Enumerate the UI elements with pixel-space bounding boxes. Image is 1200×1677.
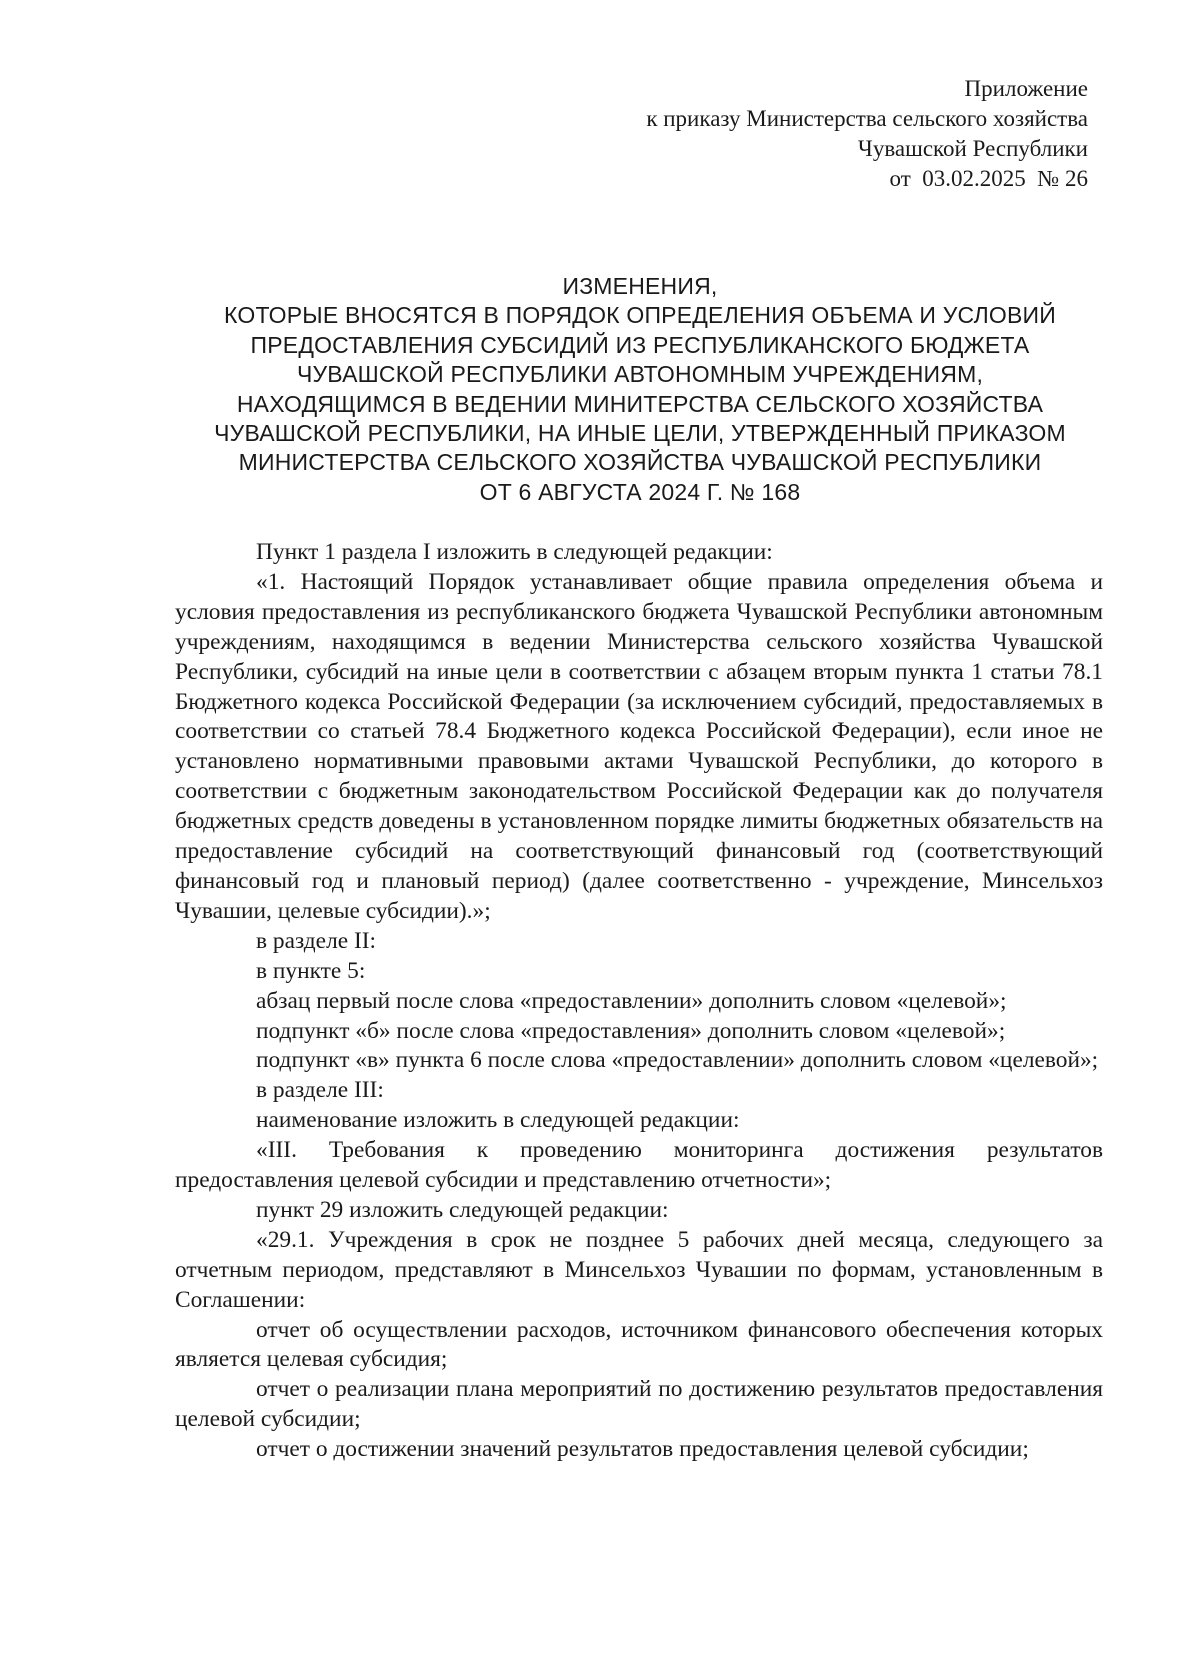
paragraph: подпункт «б» после слова «предоставления» дополнить словом «целевой»;: [256, 1017, 1006, 1044]
title-line: ПРЕДОСТАВЛЕНИЯ СУБСИДИЙ ИЗ РЕСПУБЛИКАНСКОГО БЮДЖЕТА: [250, 331, 1030, 358]
appendix-order-ref: к приказу Министерства сельского хозяйства: [646, 106, 1088, 131]
title-line: МИНИСТЕРСТВА СЕЛЬСКОГО ХОЗЯЙСТВА ЧУВАШСКОЙ РЕСПУБЛИКИ: [238, 449, 1042, 476]
paragraph: «29.1. Учреждения в срок не позднее 5 рабочих дней месяца, следующего за отчетным периодом, представляют в Минсельхоз Чувашии по формам, установленным в Соглашении:: [175, 1226, 1103, 1313]
appendix-republic: Чувашской Республики: [857, 136, 1088, 161]
paragraph: в пункте 5:: [256, 957, 366, 984]
paragraph: подпункт «в» пункта 6 после слова «предоставлении» дополнить словом «целевой»;: [256, 1047, 1099, 1074]
paragraph: в разделе II:: [256, 927, 377, 954]
paragraph: отчет об осуществлении расходов, источником финансового обеспечения которых является целевая субсидия;: [175, 1316, 1103, 1373]
paragraph: пункт 29 изложить следующей редакции:: [256, 1196, 669, 1223]
document-body: [175, 538, 1103, 1465]
appendix-title: Приложение: [964, 76, 1088, 101]
title-line: ЧУВАШСКОЙ РЕСПУБЛИКИ, НА ИНЫЕ ЦЕЛИ, УТВЕРЖДЕННЫЙ ПРИКАЗОМ: [214, 420, 1066, 447]
appendix-date-number: от 03.02.2025 № 26: [889, 166, 1088, 191]
paragraph: отчет о достижении значений результатов предоставления целевой субсидии;: [256, 1436, 1029, 1463]
paragraph: наименование изложить в следующей редакции:: [256, 1107, 740, 1134]
paragraph: Пункт 1 раздела I изложить в следующей редакции:: [256, 539, 773, 565]
paragraph: отчет о реализации плана мероприятий по достижению результатов предоставления целевой субсидии;: [175, 1376, 1103, 1433]
title-line: НАХОДЯЩИМСЯ В ВЕДЕНИИ МИНИТЕРСТВА СЕЛЬСКОГО ХОЗЯЙСТВА: [236, 390, 1044, 417]
appendix-header: [646, 74, 1088, 194]
paragraph: «III. Требования к проведению мониторинга достижения результатов предоставления целевой субсидии и представлению отчетности»;: [175, 1137, 1103, 1194]
paragraph: абзац первый после слова «предоставлении» дополнить словом «целевой»;: [256, 987, 1007, 1014]
paragraph: в разделе III:: [256, 1077, 384, 1104]
paragraph: «1. Настоящий Порядок устанавливает общие правила определения объема и условия предоставления из республиканского бюджета Чувашской Республики автономным учреждениям, находящимся в ведении Министерства сельского хозяйства Чувашской Республики, субсидий на иные цели в соответствии с абзацем вторым пункта 1 статьи 78.1 Бюджетного кодекса Российской Федерации (за исключением субсидий, предоставляемых в соответствии со статьей 78.4 Бюджетного кодекса Российской Федерации), если иное не установлено нормативными правовыми актами Чувашской Республики, до которого в соответствии с бюджетным законодательством Российской Федерации как до получателя бюджетных средств доведены в установленном порядке лимиты бюджетных обязательств на предоставление субсидий на соответствующий финансовый год (соответствующий финансовый год и плановый период) (далее соответственно - учреждение, Минсельхоз Чувашии, целевые субсидии).»;: [175, 568, 1103, 924]
document-title: [160, 272, 1120, 507]
title-line: ИЗМЕНЕНИЯ,: [562, 273, 718, 299]
title-line: ЧУВАШСКОЙ РЕСПУБЛИКИ АВТОНОМНЫМ УЧРЕЖДЕНИЯМ,: [296, 361, 984, 388]
title-line: ОТ 6 АВГУСТА 2024 Г. № 168: [479, 478, 801, 505]
title-line: КОТОРЫЕ ВНОСЯТСЯ В ПОРЯДОК ОПРЕДЕЛЕНИЯ ОБЪЕМА И УСЛОВИЙ: [224, 302, 1056, 329]
